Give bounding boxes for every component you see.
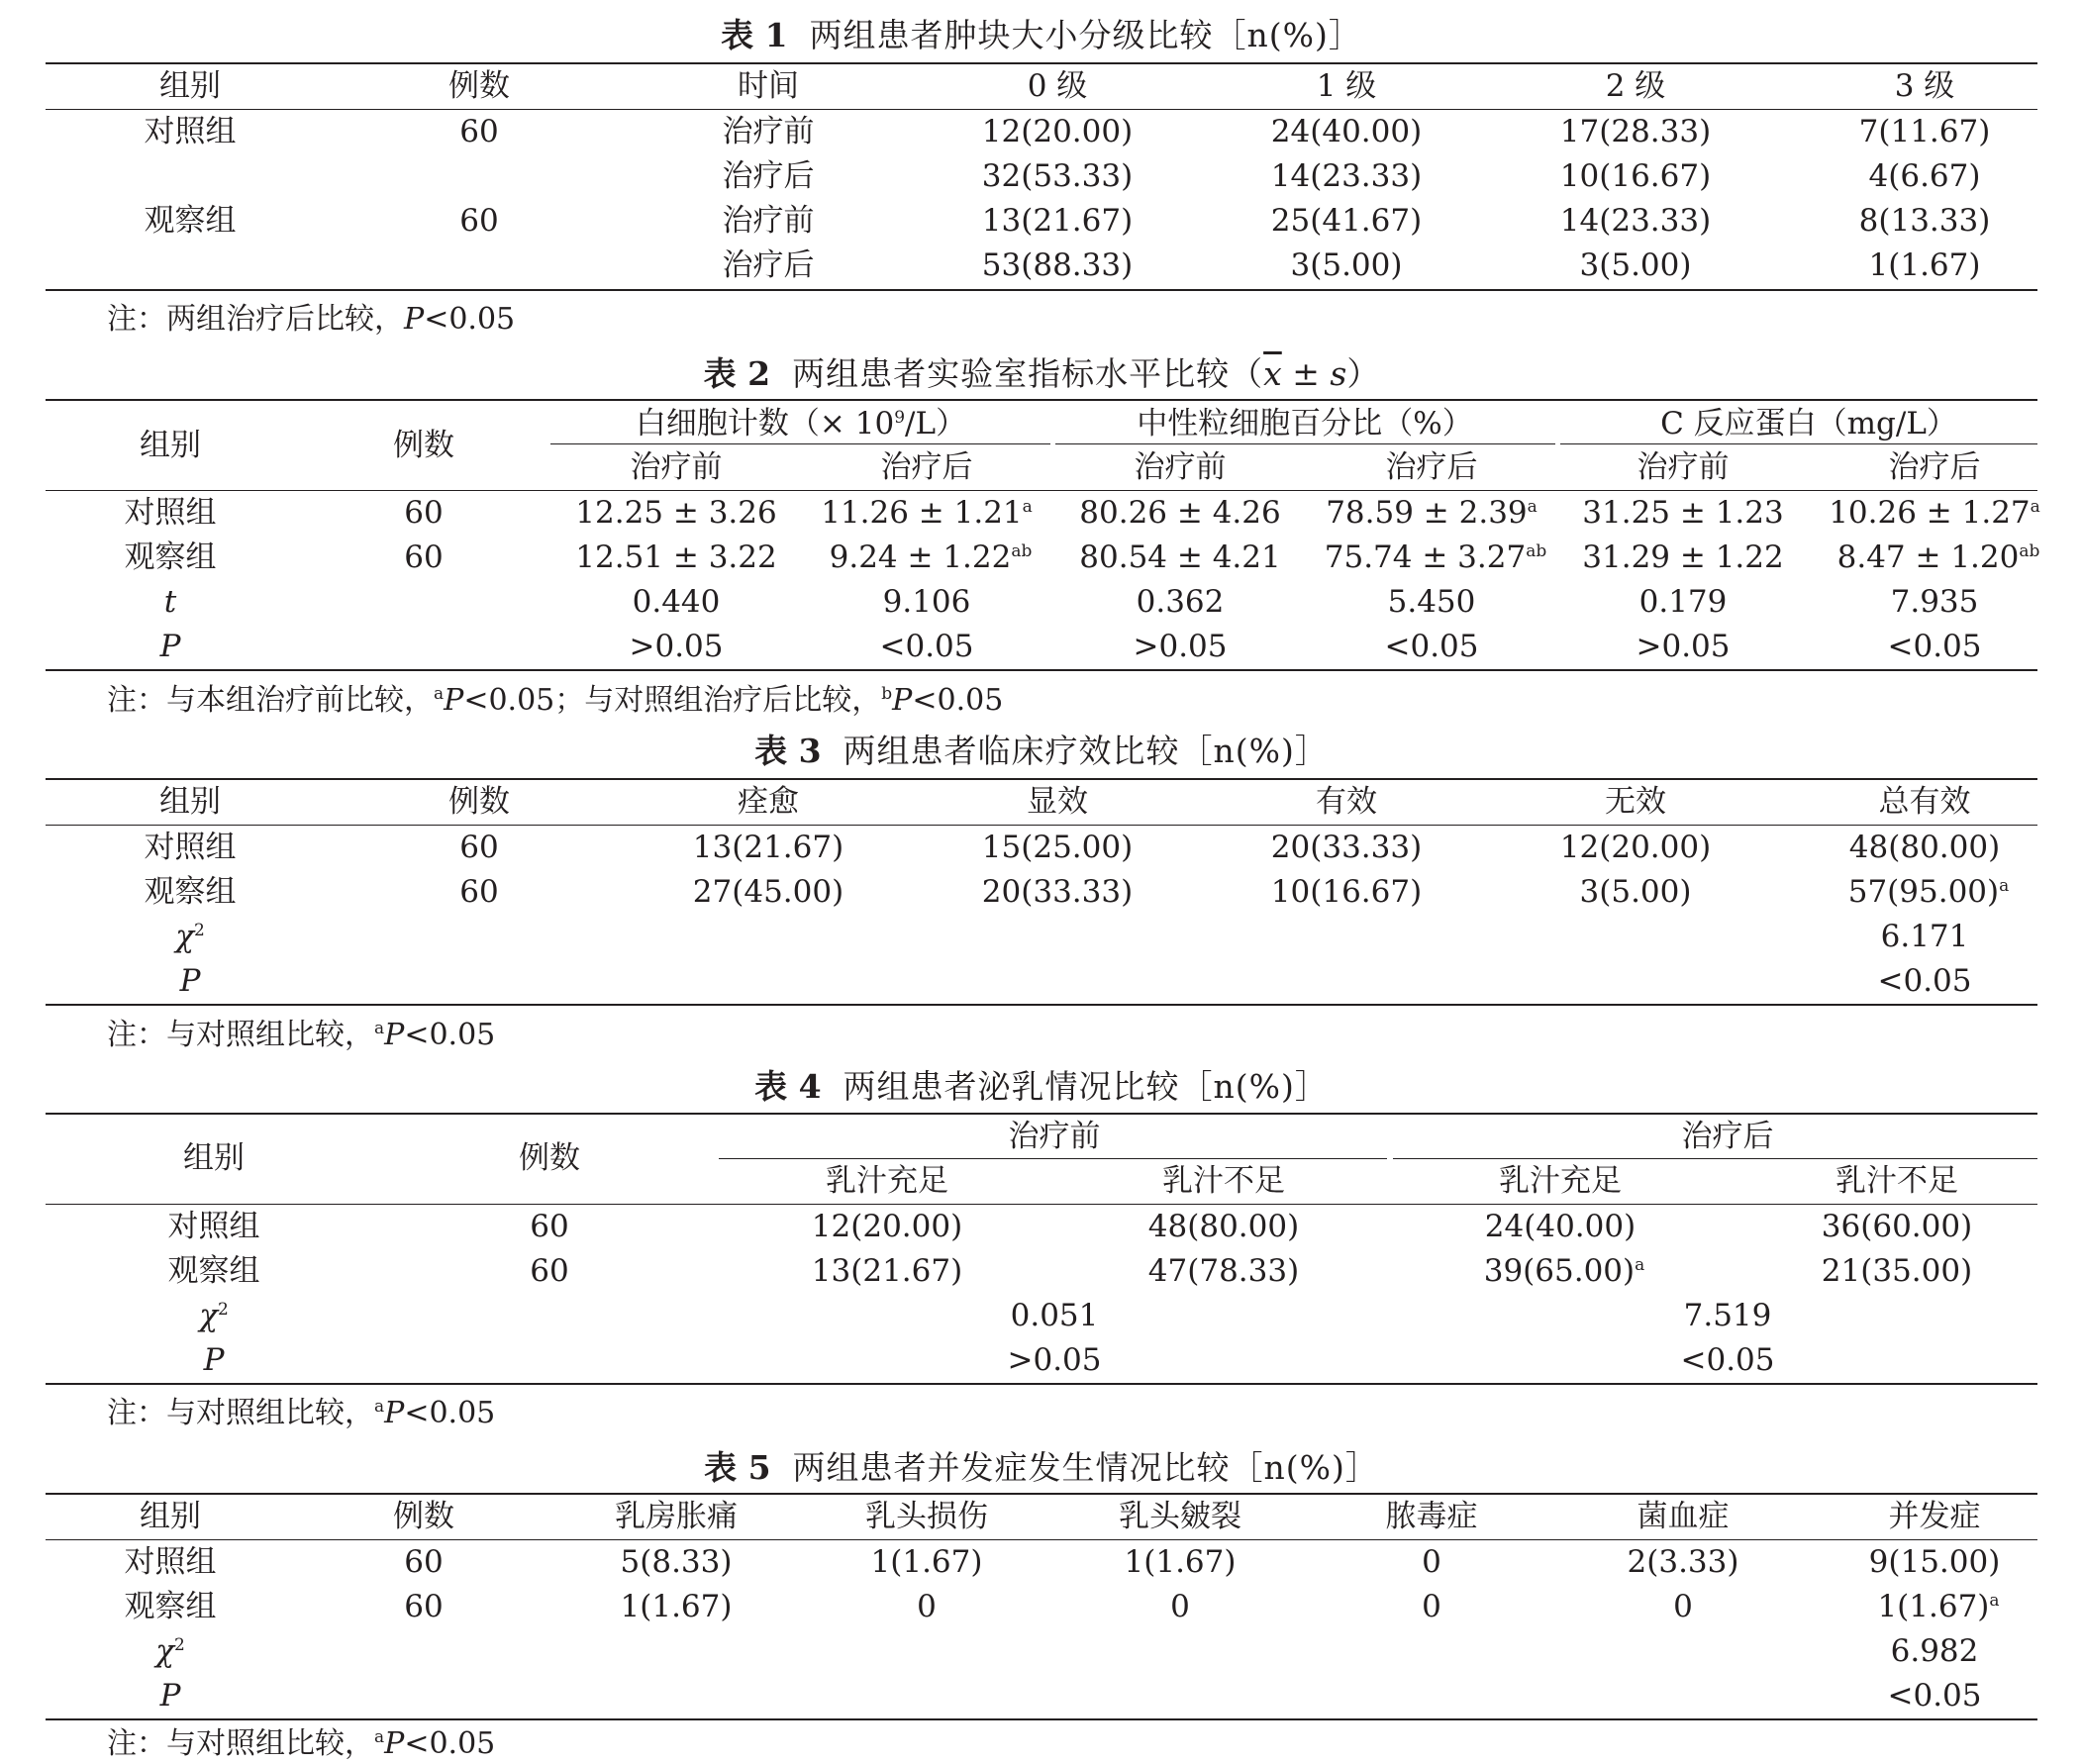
table1-title: 两组患者肿块大小分级比较［n(%)］: [809, 16, 1362, 54]
table2-cell: [1829, 493, 2040, 533]
cell-sup: a: [1989, 1591, 2000, 1611]
table5-header-sepsis: 脓毒症: [1385, 1499, 1478, 1534]
table4-bottom-rule: [46, 1383, 2037, 1385]
note-sup: a: [374, 1019, 385, 1038]
table4-header-n: 例数: [519, 1140, 580, 1176]
table2-cell: 60: [404, 495, 444, 531]
table1-cell: 治疗前: [722, 203, 815, 239]
table3-header-cured: 痊愈: [738, 784, 799, 820]
note-text: <0.05: [404, 1396, 496, 1430]
table5-top-rule: [46, 1493, 2037, 1495]
table5-header-nipple-crack: 乳头皴裂: [1119, 1499, 1241, 1534]
cell-value: 80.26 ± 4.26: [1079, 495, 1281, 531]
chi-sup: 2: [217, 1300, 229, 1320]
table3-cell: 对照组: [144, 830, 237, 865]
note-p-symbol: P: [444, 683, 464, 718]
table2-cell: 观察组: [124, 539, 217, 575]
cell-value: 11.26 ± 1.21: [821, 495, 1023, 531]
table5-cell: 2(3.33): [1627, 1544, 1739, 1580]
table2-header-after: 治疗后: [880, 449, 973, 485]
cell-value: 39(65.00): [1483, 1253, 1636, 1289]
table1-header-n: 例数: [448, 68, 510, 104]
table2-cell: [575, 538, 776, 577]
table4-header-rule: [46, 1204, 2037, 1205]
note-text: 注：与对照组比较，: [107, 1726, 374, 1761]
cell-sup: a: [1999, 876, 2010, 896]
table5-cell: 60: [404, 1589, 444, 1624]
table1-cell: 13(21.67): [981, 203, 1134, 239]
table2-cell: >0.05: [629, 629, 724, 664]
table2-cell: [1582, 538, 1783, 577]
cell-sup: a: [1527, 497, 1537, 517]
note-text: 注：与对照组比较，: [107, 1018, 374, 1052]
table1-cell: 对照组: [144, 114, 237, 149]
table5-p-label: P: [159, 1678, 181, 1714]
table4-note: [107, 1394, 495, 1433]
table4-cell: 21(35.00): [1821, 1253, 1973, 1289]
table1-cell: 治疗后: [722, 247, 815, 283]
table2-header-n: 例数: [393, 428, 454, 463]
table4-header-after: 治疗后: [1681, 1119, 1774, 1154]
table5-header-nipple-injury: 乳头损伤: [865, 1499, 988, 1534]
table2-cell: [1325, 538, 1546, 577]
table2-header-wbc: [636, 404, 966, 443]
cell-value: 9.24 ± 1.22: [829, 539, 1012, 575]
table1-cell: 3(5.00): [1290, 247, 1403, 283]
cell-value: 1(1.67): [1877, 1589, 1990, 1624]
note-sup: b: [881, 684, 893, 704]
table3-cell: 60: [459, 830, 499, 865]
table5-cell: 对照组: [124, 1544, 217, 1580]
table3-chi-label: [175, 917, 205, 956]
table1-number: 表 1: [721, 16, 788, 54]
table5-cell: 观察组: [124, 1589, 217, 1624]
table2-cell: 0.440: [632, 584, 721, 620]
table4-group-rule: [1393, 1158, 2037, 1159]
table3-cell: 20(33.33): [981, 874, 1134, 910]
table4-cell: [1484, 1251, 1645, 1291]
cell-value: 31.25 ± 1.23: [1582, 495, 1784, 531]
table2-header-before: 治疗前: [1637, 449, 1730, 485]
table3-cell: 10(16.67): [1270, 874, 1423, 910]
cell-value: 12.25 ± 3.26: [575, 495, 777, 531]
table1-cell: 7(11.67): [1858, 114, 1991, 149]
table2-title: 两组患者实验室指标水平比较（: [792, 354, 1264, 393]
table1-header-group: 组别: [159, 68, 221, 104]
table3-cell: [1848, 872, 2010, 912]
table3-cell: 20(33.33): [1270, 830, 1423, 865]
table1-header-grade2: 2 级: [1605, 68, 1666, 104]
cell-value: 8.47 ± 1.20: [1836, 539, 2020, 575]
table4-cell: 7.519: [1683, 1298, 1772, 1333]
table2-note: [107, 681, 1003, 721]
table3-cell: 3(5.00): [1579, 874, 1692, 910]
table5-cell: 6.982: [1890, 1633, 1979, 1669]
table4-cell: 48(80.00): [1147, 1209, 1300, 1244]
table3-header-n: 例数: [448, 784, 510, 820]
chi-symbol: χ: [199, 1298, 218, 1333]
table1-cell: 17(28.33): [1559, 114, 1712, 149]
table3-p-label: P: [179, 963, 201, 999]
note-text: <0.05: [912, 683, 1004, 718]
table1-cell: 60: [459, 203, 499, 239]
note-text: <0.05: [424, 302, 516, 337]
note-p-symbol: P: [384, 1396, 405, 1430]
note-p-symbol: P: [404, 302, 425, 337]
table1-cell: 60: [459, 114, 499, 149]
table3-header-rule: [46, 825, 2037, 826]
table3-cell: <0.05: [1877, 963, 1972, 999]
table3-header-ineffective: 无效: [1605, 784, 1666, 820]
table5-note: [107, 1724, 495, 1764]
table4-header-sufficient: 乳汁充足: [826, 1163, 948, 1199]
note-p-symbol: P: [384, 1018, 405, 1052]
table4-top-rule: [46, 1113, 2037, 1115]
table2-cell: 0.362: [1136, 584, 1225, 620]
table2-cell: <0.05: [1887, 629, 1982, 664]
table2-title-mean: $\overline{x}$: [1263, 354, 1282, 393]
table1-cell: 1(1.67): [1868, 247, 1981, 283]
table2-cell: [1079, 538, 1280, 577]
note-sup: a: [434, 684, 445, 704]
table2-caption: [0, 348, 2083, 395]
table4-cell: >0.05: [1007, 1342, 1102, 1378]
table4-group-rule: [719, 1158, 1387, 1159]
cell-sup: ab: [1526, 541, 1547, 561]
table2-header-after: 治疗后: [1385, 449, 1478, 485]
table2-cell: 9.106: [882, 584, 971, 620]
table5-title: 两组患者并发症发生情况比较［n(%)］: [792, 1448, 1379, 1487]
table3-note: [107, 1016, 495, 1055]
table2-group-rule: [550, 443, 1050, 444]
table2-cell: [1326, 493, 1537, 533]
table2-t-label: t: [163, 584, 177, 620]
table4-cell: 对照组: [167, 1209, 260, 1244]
chi-sup: 2: [193, 921, 205, 940]
table3-top-rule: [46, 778, 2037, 780]
table2-cell: [1582, 493, 1783, 533]
table4-cell: 60: [530, 1209, 569, 1244]
table5-caption: [0, 1442, 2083, 1489]
table2-cell: [830, 538, 1033, 577]
cell-value: 10.26 ± 1.27: [1829, 495, 2031, 531]
table4-cell: 观察组: [167, 1253, 260, 1289]
table1-cell: 10(16.67): [1559, 158, 1712, 194]
cell-value: 31.29 ± 1.22: [1582, 539, 1784, 575]
table2-bottom-rule: [46, 669, 2037, 671]
note-text: 注：两组治疗后比较，: [107, 302, 404, 337]
table4-cell: 60: [530, 1253, 569, 1289]
table5-cell: [1877, 1587, 1999, 1626]
table3-header-markedly: 显效: [1027, 784, 1088, 820]
table4-cell: 13(21.67): [811, 1253, 963, 1289]
table1-bottom-rule: [46, 289, 2037, 291]
table3-bottom-rule: [46, 1004, 2037, 1006]
table4-cell: 47(78.33): [1147, 1253, 1300, 1289]
table1-header-rule: [46, 109, 2037, 110]
note-text: 注：与对照组比较，: [107, 1396, 374, 1430]
table1-note: [107, 300, 515, 340]
note-text: <0.05: [404, 1018, 496, 1052]
table5-header-rule: [46, 1539, 2037, 1540]
table5-cell: 1(1.67): [870, 1544, 983, 1580]
table5-cell: 1(1.67): [1124, 1544, 1237, 1580]
table3-number: 表 3: [754, 732, 822, 770]
table1-cell: 8(13.33): [1858, 203, 1991, 239]
table2-cell: 5.450: [1387, 584, 1476, 620]
table2-p-label: P: [159, 629, 181, 664]
table5-header-breast-pain: 乳房胀痛: [615, 1499, 738, 1534]
table1-cell: 53(88.33): [981, 247, 1134, 283]
table4-header-insufficient: 乳汁不足: [1162, 1163, 1285, 1199]
table2-cell: <0.05: [1384, 629, 1479, 664]
table1-cell: 12(20.00): [981, 114, 1134, 149]
table4-header-sufficient: 乳汁充足: [1499, 1163, 1622, 1199]
table1-cell: 3(5.00): [1579, 247, 1692, 283]
cell-sup: a: [1635, 1255, 1645, 1275]
table1-cell: 观察组: [144, 203, 237, 239]
cell-value: 78.59 ± 2.39: [1326, 495, 1528, 531]
table1-header-grade3: 3 级: [1894, 68, 1955, 104]
table5-cell: 60: [404, 1544, 444, 1580]
table5-cell: 0: [1673, 1589, 1693, 1624]
table5-number: 表 5: [704, 1448, 771, 1487]
table5-cell: 0: [1422, 1544, 1441, 1580]
cell-value: 75.74 ± 3.27: [1324, 539, 1527, 575]
table3-cell: 27(45.00): [692, 874, 844, 910]
note-p-symbol: P: [892, 683, 913, 718]
cell-sup: a: [2030, 497, 2040, 517]
table4-cell: 36(60.00): [1821, 1209, 1973, 1244]
table5-header-bacteremia: 菌血症: [1637, 1499, 1730, 1534]
table5-cell: 5(8.33): [620, 1544, 733, 1580]
table2-header-neutrophil: 中性粒细胞百分比（%）: [1137, 406, 1473, 441]
table4-cell: <0.05: [1680, 1342, 1775, 1378]
table5-cell: 0: [1422, 1589, 1441, 1624]
table2-cell: >0.05: [1133, 629, 1228, 664]
table4-cell: 12(20.00): [811, 1209, 963, 1244]
table2-header-rule: [46, 490, 2037, 491]
table2-cell: [1079, 493, 1280, 533]
table5-cell: 0: [917, 1589, 937, 1624]
table2-cell: [1837, 538, 2040, 577]
chi-symbol: χ: [175, 919, 194, 954]
table2-header-before: 治疗前: [1134, 449, 1227, 485]
table5-cell: <0.05: [1887, 1678, 1982, 1714]
table1-caption: [0, 10, 2083, 56]
chi-symbol: χ: [155, 1633, 174, 1669]
table5-header-complication: 并发症: [1888, 1499, 1981, 1534]
table5-cell: 0: [1170, 1589, 1190, 1624]
note-p-symbol: P: [384, 1726, 405, 1761]
table3-header-total: 总有效: [1878, 784, 1971, 820]
cell-value: 80.54 ± 4.21: [1079, 539, 1281, 575]
note-text: 注：与本组治疗前比较，: [107, 683, 434, 718]
header-sup: 9: [894, 408, 906, 428]
note-sup: a: [374, 1727, 385, 1747]
table1-cell: 治疗前: [722, 114, 815, 149]
table1-cell: 14(23.33): [1559, 203, 1712, 239]
table2-group-rule: [1055, 443, 1555, 444]
table3-caption: [0, 726, 2083, 772]
table1-cell: 治疗后: [722, 158, 815, 194]
chi-sup: 2: [173, 1635, 185, 1655]
cell-value: 57(95.00): [1847, 874, 2000, 910]
table3-cell: 观察组: [144, 874, 237, 910]
table1-cell: 14(23.33): [1270, 158, 1423, 194]
table2-cell: <0.05: [879, 629, 974, 664]
table3-cell: 15(25.00): [981, 830, 1134, 865]
table4-caption: [0, 1061, 2083, 1108]
table4-p-label: P: [203, 1342, 225, 1378]
table4-header-before: 治疗前: [1008, 1119, 1101, 1154]
table4-number: 表 4: [754, 1067, 822, 1106]
table1-top-rule: [46, 62, 2037, 64]
table2-number: 表 2: [703, 354, 771, 393]
table1-cell: 4(6.67): [1868, 158, 1981, 194]
table2-cell: 60: [404, 539, 444, 575]
table4-chi-label: [199, 1296, 229, 1335]
table1-cell: 32(53.33): [981, 158, 1134, 194]
table3-cell: 6.171: [1880, 919, 1969, 954]
table5-header-n: 例数: [393, 1499, 454, 1534]
cell-value: 12.51 ± 3.22: [575, 539, 777, 575]
table2-header-group: 组别: [140, 428, 201, 463]
table2-title-sd: s: [1330, 354, 1347, 393]
note-sup: a: [374, 1397, 385, 1417]
note-text: <0.05；与对照组治疗后比较，: [463, 683, 882, 718]
table2-header-before: 治疗前: [630, 449, 723, 485]
table2-title-pm: ±: [1281, 354, 1331, 393]
table2-title-close: ）: [1346, 354, 1380, 393]
table2-group-rule: [1560, 443, 2037, 444]
table2-cell: [821, 493, 1033, 533]
table2-cell: 7.935: [1890, 584, 1979, 620]
table1-cell: 25(41.67): [1270, 203, 1423, 239]
table4-cell: 0.051: [1010, 1298, 1099, 1333]
table2-cell: 0.179: [1638, 584, 1728, 620]
table4-header-group: 组别: [183, 1140, 245, 1176]
table1-header-grade1: 1 级: [1316, 68, 1377, 104]
table3-cell: 13(21.67): [692, 830, 844, 865]
table5-chi-label: [155, 1631, 185, 1671]
table4-cell: 24(40.00): [1484, 1209, 1637, 1244]
table3-cell: 60: [459, 874, 499, 910]
table5-header-group: 组别: [140, 1499, 201, 1534]
note-text: <0.05: [404, 1726, 496, 1761]
table5-cell: 9(15.00): [1868, 1544, 2001, 1580]
table2-header-after: 治疗后: [1888, 449, 1981, 485]
table3-header-group: 组别: [159, 784, 221, 820]
table5-cell: 1(1.67): [620, 1589, 733, 1624]
table2-cell: [575, 493, 776, 533]
header-text: 白细胞计数（× 10: [635, 406, 895, 441]
table1-header-grade0: 0 级: [1027, 68, 1088, 104]
table3-title: 两组患者临床疗效比较［n(%)］: [843, 732, 1329, 770]
table3-cell: 48(80.00): [1848, 830, 2001, 865]
table4-title: 两组患者泌乳情况比较［n(%)］: [843, 1067, 1329, 1106]
table2-cell: 对照组: [124, 495, 217, 531]
table3-header-effective: 有效: [1316, 784, 1377, 820]
table2-header-crp: C 反应蛋白（mg/L）: [1660, 406, 1957, 441]
cell-sup: a: [1022, 497, 1033, 517]
header-text: /L）: [905, 406, 967, 441]
table1-cell: 24(40.00): [1270, 114, 1423, 149]
table5-bottom-rule: [46, 1718, 2037, 1720]
cell-sup: ab: [2019, 541, 2040, 561]
table1-header-time: 时间: [738, 68, 799, 104]
table2-cell: >0.05: [1636, 629, 1731, 664]
table2-top-rule: [46, 399, 2037, 401]
table3-cell: 12(20.00): [1559, 830, 1712, 865]
table4-header-insufficient: 乳汁不足: [1835, 1163, 1958, 1199]
cell-sup: ab: [1011, 541, 1033, 561]
